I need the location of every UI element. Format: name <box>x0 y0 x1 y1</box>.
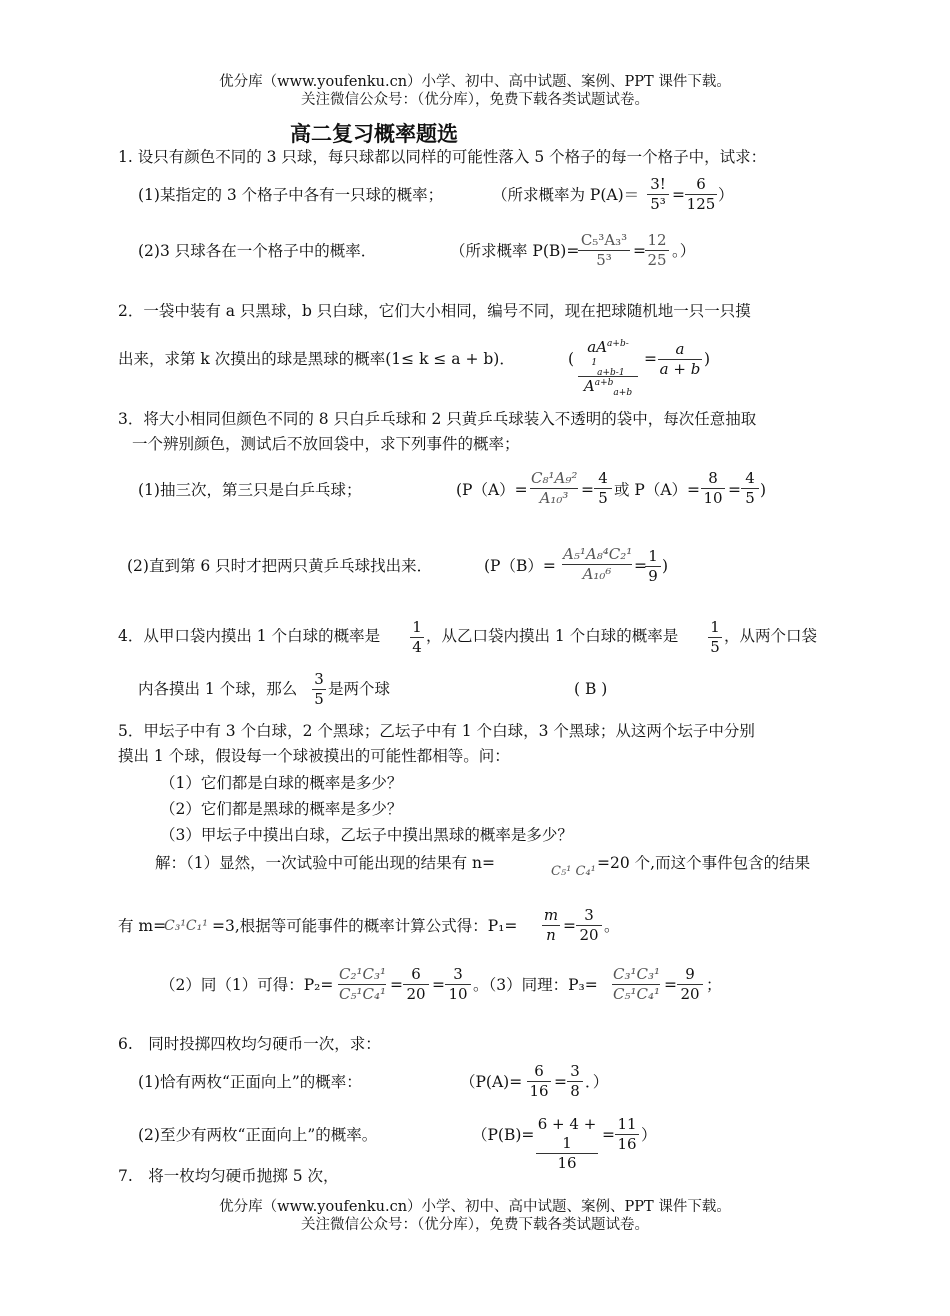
q5-sol3-frac5: $\frac{9}{20}$ <box>677 965 703 1004</box>
q6-part2-answer: （P(B)= <box>472 1126 535 1144</box>
q3-part1: (1)抽三次，第三只是白乒乓球； <box>138 481 362 499</box>
q6-p2-frac2: $\frac{11}{16}$ <box>615 1115 639 1154</box>
q1-p2-eq: = <box>633 242 646 260</box>
q4-frac2: $\frac{1}{5}$ <box>708 618 722 657</box>
q3-line-1: 3．将大小相同但颜色不同的 8 只白乒乓球和 2 只黄乒乓球装入不透明的袋中，每次任意抽取 <box>118 410 757 428</box>
q6-part2: (2)至少有两枚“正面向上”的概率。 <box>138 1126 378 1144</box>
q7-stem: 7. 将一枚均匀硬币抛掷 5 次， <box>118 1167 339 1185</box>
q3-p1-close: ) <box>760 481 767 499</box>
q3-part2-answer: (P（B）= <box>484 557 556 575</box>
q3-p1-eq: = <box>581 481 594 499</box>
q5-sol-2a: 有 m= <box>118 917 167 935</box>
q1-p2-frac2: $\frac{12}{25}$ <box>645 231 669 270</box>
q3-p2-frac2: $\frac{1}{9}$ <box>645 547 661 586</box>
q6-part1: (1)恰有两枚“正面向上”的概率： <box>138 1073 362 1091</box>
q5-sol3-eq: = <box>390 976 403 994</box>
q5-sub-3: （3）甲坛子中摸出白球，乙坛子中摸出黑球的概率是多少？ <box>160 826 573 844</box>
footer-line-2: 关注微信公众号：（优分库），免费下载各类试题试卷。 <box>301 1217 649 1233</box>
q1-p2-frac1: $\frac{\text{C₅³A₃³}}{\text{5³}}$ <box>578 231 630 270</box>
footer-line-1: 优分库（www.youfenku.cn）小学、初中、高中试题、案例、PPT 课件下载。 <box>219 1199 731 1215</box>
q1-p1-eq: = <box>672 186 685 204</box>
q1-part1: (1)某指定的 3 个格子中各有一只球的概率； <box>138 186 444 204</box>
q6-part1-answer: （P(A)= <box>460 1073 523 1091</box>
q3-p2-close: ) <box>662 557 669 575</box>
q3-p1-or: 或 P（A）= <box>614 481 701 499</box>
q5-sub-2: （2）它们都是黑球的概率是多少？ <box>160 800 403 818</box>
q4-text-e: 是两个球 <box>328 680 391 698</box>
q1-p2-close: 。） <box>672 242 696 260</box>
q5-sol-2-comb: C₃¹C₁¹ <box>164 918 208 934</box>
q5-sol3-frac4: $\frac{\text{C₃¹C₃¹}}{\text{C₅¹C₄¹}}$ <box>613 965 661 1003</box>
q5-sol3-end: ； <box>706 976 722 994</box>
q5-sol-3a: （2）同（1）可得：P₂= <box>160 976 334 994</box>
q1-p1-frac1: $\frac{3!}{\text{5³}}$ <box>647 175 669 214</box>
q4-text-a: 4．从甲口袋内摸出 1 个白球的概率是 <box>118 627 381 645</box>
q1-p1-frac2: $\frac{6}{125}$ <box>686 175 716 213</box>
q5-sol3-frac2: $\frac{6}{20}$ <box>403 965 429 1004</box>
q6-p1-close: ．） <box>585 1073 609 1091</box>
q4-frac3: $\frac{3}{5}$ <box>312 670 326 709</box>
q5-sol2-frac2: $\frac{3}{20}$ <box>576 906 602 945</box>
q2-ans-open: ( <box>568 350 575 368</box>
q3-part2: (2)直到第 6 只时才把两只黄乒乓球找出来． <box>127 557 433 575</box>
q6-stem: 6. 同时投掷四枚均匀硬币一次，求： <box>118 1035 381 1053</box>
q2-line-2: 出来，求第 k 次摸出的球是黑球的概率(1≤ k ≤ a + b)． <box>118 350 515 368</box>
q3-p1-frac1: $\frac{\text{C₈¹A₉²}}{\text{A₁₀³}}$ <box>531 469 578 507</box>
q2-frac2: $\frac{a}{a + b}$ <box>659 340 701 378</box>
q6-p1-frac2: $\frac{3}{8}$ <box>567 1062 583 1101</box>
q5-sol2-eq: = <box>563 917 576 935</box>
q6-p1-eq: = <box>554 1073 567 1091</box>
q6-p1-frac1: $\frac{6}{16}$ <box>527 1062 551 1101</box>
q2-line-1: 2．一袋中装有 a 只黑球，b 只白球，它们大小相同，编号不同，现在把球随机地一只一只摸 <box>118 302 751 320</box>
q3-p1-eq2: = <box>728 481 741 499</box>
q5-sol-1b: =20 个,而这个事件包含的结果 <box>597 854 811 872</box>
q1-stem: 1. 设只有颜色不同的 3 只球，每只球都以同样的可能性落入 5 个格子的每一个格子中，试求： <box>118 148 767 166</box>
q1-part2-answer: （所求概率 P(B)= <box>450 242 580 260</box>
q5-sol3-frac3: $\frac{3}{10}$ <box>445 965 471 1004</box>
q2-eq: = <box>644 350 657 368</box>
q1-part1-answer: （所求概率为 P(A)＝ <box>492 186 640 204</box>
page-title: 高二复习概率题选 <box>290 121 458 146</box>
q4-text-b: ，从乙口袋内摸出 1 个白球的概率是 <box>426 627 679 645</box>
header-line-1: 优分库（www.youfenku.cn）小学、初中、高中试题、案例、PPT 课件下载。 <box>219 74 731 90</box>
q1-part2: (2)3 只球各在一个格子中的概率． <box>138 242 377 260</box>
q5-sol-1a: 解：（1）显然，一次试验中可能出现的结果有 n= <box>155 854 496 872</box>
q5-sub-1: （1）它们都是白球的概率是多少？ <box>160 774 403 792</box>
q4-answer: ( B ) <box>574 680 608 698</box>
q3-p2-eq: = <box>634 557 647 575</box>
header-line-2: 关注微信公众号：（优分库），免费下载各类试题试卷。 <box>301 92 649 108</box>
q5-sol-2b: =3,根据等可能事件的概率计算公式得：P₁= <box>212 917 518 935</box>
q1-p1-close: ） <box>718 186 734 204</box>
q3-line-2: 一个辨别颜色，测试后不放回袋中，求下列事件的概率； <box>132 435 520 453</box>
q2-frac1: $aA^{a+b-1}_{a+b-1}$ $A^{a+b}_{a+b}$ <box>578 338 638 396</box>
q6-p2-frac1: $\frac{6 + 4 + 1}{16}$ <box>537 1115 597 1172</box>
q6-p2-eq: = <box>602 1126 615 1144</box>
q6-p2-close: ） <box>641 1126 657 1144</box>
q3-p1-frac3: $\frac{8}{10}$ <box>701 469 725 508</box>
q3-p2-frac1: $\frac{\text{A₅¹A₈⁴C₂¹}}{\text{A₁₀⁶}}$ <box>563 545 633 583</box>
q3-p1-frac4: $\frac{4}{5}$ <box>741 469 759 508</box>
q5-sol2-end: 。 <box>604 917 620 935</box>
q5-sol-1-comb: C₅¹ C₄¹ <box>551 864 596 879</box>
q5-line-1: 5．甲坛子中有 3 个白球，2 个黑球；乙坛子中有 1 个白球，3 个黑球；从这两个坛子中分别 <box>118 722 755 740</box>
q3-part1-answer: (P（A）= <box>456 481 528 499</box>
q4-frac1: $\frac{1}{4}$ <box>410 618 424 657</box>
q4-text-d: 内各摸出 1 个球，那么 <box>138 680 298 698</box>
q5-sol3-eq3: = <box>664 976 677 994</box>
q5-line-2: 摸出 1 个球，假设每一个球被摸出的可能性都相等。问： <box>118 747 510 765</box>
q5-sol-3b: 。（3）同理：P₃= <box>473 976 598 994</box>
q5-sol2-frac1: $\frac{m}{n}$ <box>543 906 559 944</box>
q5-sol3-frac1: $\frac{\text{C₂¹C₃¹}}{\text{C₅¹C₄¹}}$ <box>339 965 387 1003</box>
q3-p1-frac2: $\frac{4}{5}$ <box>594 469 612 508</box>
q2-ans-close: ) <box>704 350 711 368</box>
q4-text-c: ，从两个口袋 <box>724 627 818 645</box>
q5-sol3-eq2: = <box>432 976 445 994</box>
